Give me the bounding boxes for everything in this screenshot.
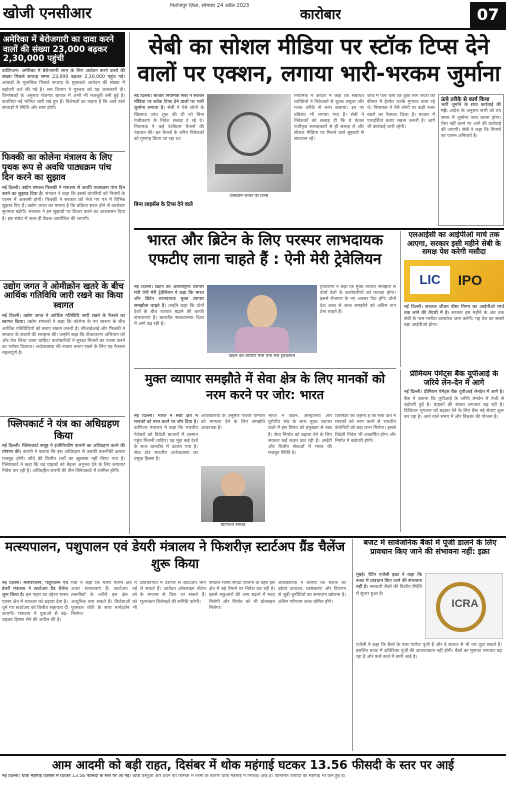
body-text: नई दिल्ली। मत्स्यपालन, पशुपालन एवं डेयरी मंत्रालय ने स्टार्टअप ग्रैंड चैलेंज शुरू किया है। (2, 581, 68, 599)
startup-body-col4: सरकार मत्स्य संपदा योजना के तहत इस क्षेत्र में बड़े पैमाने पर निवेश कर रही है। इससे मछुआरों की आय बढ़ाने में मदद मिलेगी और निर्यात को भी प्रोत्साहन मिलेगा। (209, 581, 275, 611)
icra-logo: ICRA (451, 598, 479, 610)
services-body-col1: नई दिल्ली। भारत ने सेवा क्षेत्र में मानकों को नरम करने पर जोर दिया है। वाणिज्य मंत्रालय ने कहा कि भारतीय पेशेवरों को विदेशी बाजारों में आसान पहुंच मिलनी चाहिए। यह मुद्दा कई देशों के साथ बातचीत में उठाया गया है। सेवा क्षेत्र भारतीय अर्थव्यवस्था का प्रमुख हिस्सा है। (134, 414, 198, 463)
photo-caption: वाणिज्य सचिव (220, 523, 246, 528)
services-body-col4: विशेषज्ञों का कहना है कि सेवा क्षेत्र में मानकों को नरम करने से भारतीय कंपनियों को बड़ा लाभ मिलेगा। इससे विदेशी निवेश भी आकर्षित होगा और निर्यात में बढ़ोतरी होगी। (335, 414, 396, 444)
startup-body-col5: अधिकारियों ने बताया कि चैलेंज का उद्देश्य उत्पादन, प्रसंस्करण और विपणन से जुड़ी चुनौतियों का समाधान खोजना है। अंतिम परिणाम जल्द घोषित होंगे। (278, 581, 346, 605)
body-text: वाशिंगटन। अमेरिका में बेरोजगारी लाभ के लिए आवेदन करने वालों की संख्या पिछले सप्ताह समय 23,000 बढ़कर 2,30,000 पहुंच गई। (2, 68, 125, 81)
edition-info: फिरोजपुर ज़िला, सोमवार 24 अप्रैल 2023 (170, 3, 250, 9)
icra-logo-image (425, 573, 503, 639)
services-body-col3: भारत ने ब्रिटेन, ऑस्ट्रेलिया और यूरोपीय संघ के साथ मुक्त व्यापार वार्ता में इस विषय को प्रमुखता से रखा है। सेवा निर्यात को बढ़ावा देने के लिए सरकार कई कदम उठा रही है। आईटी और वित्तीय सेवाओं में भारत की मजबूत स्थिति है। (268, 414, 332, 457)
trevelyan-photo (207, 285, 317, 353)
headline: अमेरिका में बेरोजगारी का दावा करने वालों की संख्या 23,000 बढ़कर 2,30,000 पहुंची (3, 34, 114, 64)
article-body: नई दिल्ली। उद्योग जगत ने आर्थिक गतिविधि जारी रखने के फैसले का स्वागत किया। उद्योग संगठनों ने कहा कि कोरोना के नए स्वरूप के बीच आर्थिक गतिविधियों को बनाए रखना जरूरी है। सीआईआई और फिक्की ने सरकार के कदमों की सराहना की। उन्होंने कहा कि टीकाकरण अभियान को और तेज किया जाना चाहिए। कारोबारियों ने सुरक्षा नियमों का पालन करने का भरोसा दिलाया। अर्थव्यवस्था की रफ्तार बनाए रखने के लिए यह फैसला महत्वपूर्ण है। (2, 314, 125, 357)
article-body: नई दिल्ली। सरकार जीवन बीमा निगम का आईपीओ मार्च तक लाने की तैयारी में है। सरकार इस महीने के अंत तक सेबी के पास मसौदा दस्तावेज जमा करेगी। यह देश का सबसे बड़ा आईपीओ होगा। (404, 304, 504, 329)
lic-logo: LIC (410, 266, 450, 294)
sebi-body-col3: नियामक ने आदेश में कहा कि संबंधित व्यक्तियों ने निवेशकों से शुल्क वसूला और गलत तरीके से लाभ कमाया। इन पर प्रतिबंध भी लगाया गया है। सेबी ने निवेशकों को सलाह दी कि वे केवल पंजीकृत सलाहकारों से ही सलाह लें और सोशल मीडिया पर मिलने वाले सुझावों से सावधान रहें। (294, 94, 364, 143)
body-text: भारी जुर्माने के साथ कार्रवाई की गई। (441, 103, 501, 115)
official-photo (201, 466, 265, 522)
article-body: एजेंसी ने कहा कि बैंकों के पास पर्याप्त पूंजी है और वे बाजार से भी धन जुटा सकते हैं। इसलिए बजट में अतिरिक्त पूंजी की आवश्यकता नहीं होगी। बैंकों का मुनाफा लगातार बढ़ रहा है और फंसे कर्ज में कमी आई है। (356, 643, 502, 661)
headline: एलआईसी का आईपीओ मार्च तक आएगा, सरकार इसी महीने सेबी के समक्ष पेश करेगी मसौदा (407, 231, 501, 257)
sebi-body-col1: नई दिल्ली। बाजार नियामक सेबी ने सोशल मीडिया पर स्टॉक टिप्स देने वालों पर भारी जुर्माना लगाया है। सेबी ने ऐसे लोगों के खिलाफ जांच शुरू की थी जो बिना पंजीकरण के निवेश सलाह दे रहे थे। नियामक ने कई टेलीग्राम चैनलों की पहचान की। इन चैनलों के जरिए निवेशकों को गुमराह किया जा रहा था। (134, 94, 204, 143)
headline-services: मुक्त व्यापार समझौते में सेवा क्षेत्र के लिए मानकों को नरम करने पर जोर: भारत (145, 371, 385, 402)
india-uk-body-col1: नई दिल्ली। ब्रिटेन की अंतरराष्ट्रीय व्यापार मंत्री ऐनी मेरी ट्रेवेलियन ने कहा कि भारत और ब्रिटेन लाभदायक मुक्त व्यापार समझौता चाहते हैं। उन्होंने कहा कि दोनों देशों के बीच व्यापार बढ़ाने की काफी संभावनाएं हैं। बातचीत सकारात्मक दिशा में आगे बढ़ रही है। (134, 285, 204, 328)
photo-caption: टेलीग्राम चैनल पर टिप्स (229, 194, 269, 199)
article-body: नई दिल्ली। प्रीमियम पेमेंट्स बैंक यूपीआई लेनदेन में आगे है। बैंक ने बताया कि यूपीआई के जरिये लेनदेन में तेजी से बढ़ोतरी हुई है। ग्राहकों की संख्या लगातार बढ़ रही है। डिजिटल भुगतान को बढ़ावा देने के लिए बैंक नई सेवाएं शुरू कर रहा है। आने वाले समय में और विस्तार की योजना है। (404, 390, 504, 421)
lic-article (400, 231, 504, 367)
body-text: नई दिल्ली। थोक महंगाई दिसंबर में घटकर 13.56 फीसदी के स्तर पर आ गई। (2, 774, 132, 779)
sebi-photo (207, 94, 291, 192)
inflation-body: नई दिल्ली। थोक महंगाई दिसंबर में घटकर 13.56 फीसदी के स्तर पर आ गई। खाद्य वस्तुओं और ईंधन की कीमतों में नरमी के कारण थोक महंगाई में गिरावट आई है। विनिर्मित उत्पादों की महंगाई भी कम हुई है। (2, 774, 346, 779)
divider (0, 536, 506, 538)
photo-caption: ब्रिटेन की व्यापार मंत्री ऐनी मेरी ट्रेवेलियन (228, 354, 296, 359)
left-column (0, 32, 130, 534)
body-text: नई दिल्ली। भारत ने सेवा क्षेत्र में मानकों को नरम करने पर जोर दिया है। (134, 414, 198, 426)
headline: उद्योग जगत ने ओमीक्रोन खतरे के बीच आर्थिक गतिविधि जारी रखने का किया स्वागत (3, 281, 124, 312)
article-body: नई दिल्ली। उद्योग संगठन फिक्की ने मंत्रालय से अवधि पाठ्यक्रम पांच दिन करने का सुझाव दिया है। संगठन ने कहा कि इससे कंपनियों को नियमों के पालन में आसानी होगी। फिक्की ने सरकार को भेजे गए पत्र में विभिन्न सुझाव दिए हैं। उद्योग जगत का मानना है कि प्रक्रिया सरल होने से कारोबार सुगमता बढ़ेगी। मंत्रालय ने इन सुझावों पर विचार करने का आश्वासन दिया है। इस संबंध में जल्द ही बैठक आयोजित की जाएगी। (2, 185, 125, 222)
sidebar-text: भारी जुर्माने के साथ कार्रवाई की गई। आदेश के अनुसार सभी को तय समय में जुर्माना जमा करना होगा। ऐसा नहीं करने पर आगे की कार्रवाई की जाएगी। सेबी ने कहा कि नियमों का पालन अनिवार्य है। (441, 103, 501, 140)
headline: प्रीमियम पेमेंट्स बैंक यूपीआई के जरिये लेन-देन में आगे (409, 370, 499, 387)
startup-body-col3: प्रतियोगिता में देशभर से स्टार्टअप भाग ले सकते हैं। आवेदन ऑनलाइन पोर्टल के माध्यम से किए जा सकते हैं। मूल्यांकन विशेषज्ञों की समिति करेगी। (140, 581, 206, 605)
sidebar-title: ऊंचे तरीके से कार्य किया (441, 97, 490, 103)
headline: फिक्की का कोलेना मंत्रालय के लिए पृथक रूप से अवधि पाठ्यक्रम पांच दिन करने का सुझाव (2, 152, 113, 183)
headline-inflation: आम आदमी को बड़ी राहत, दिसंबर में थोक महंगाई घटकर 13.56 फीसदी के स्तर पर आई (51, 758, 455, 772)
startup-body-col1: नई दिल्ली। मत्स्यपालन, पशुपालन एवं डेयरी मंत्रालय ने स्टार्टअप ग्रैंड चैलेंज शुरू किया है। इस पहल का उद्देश्य मत्स्य पालन क्षेत्र में नवाचार को बढ़ावा देना है। चुने गए स्टार्टअप को वित्तीय सहायता दी जाएगी। मंत्रालय ने युवाओं से बढ़-चढ़कर हिस्सा लेने की अपील की है। (2, 581, 68, 624)
body-text: नई दिल्ली। फ्लिपकार्ट समूह ने इंजीनियरिंग कंपनी का अधिग्रहण करने की घोषणा की। (2, 444, 125, 456)
article-body: मुंबई। रेटिंग एजेंसी इक्रा ने कहा कि बजट में प्रावधान किए जाने की संभावना नहीं है। सरकारी बैंकों की वित्तीय स्थिति में सुधार हुआ है। (356, 573, 422, 597)
newspaper-logo: खोजी एनसीआर (3, 4, 92, 22)
section-title: कारोबार (300, 7, 342, 23)
article-body: नई दिल्ली। फ्लिपकार्ट समूह ने इंजीनियरिंग कंपनी का अधिग्रहण करने की घोषणा की। कंपनी ने बताया कि इस अधिग्रहण से उसकी तकनीकी क्षमता मजबूत होगी। सौदे की वित्तीय शर्तों का खुलासा नहीं किया गया है। फ्लिपकार्ट ने कहा कि वह ग्राहकों को बेहतर अनुभव देने के लिए लगातार निवेश कर रही है। अधिग्रहीत कंपनी की टीम फ्लिपकार्ट में शामिल होगी। (2, 444, 125, 475)
page-number: 07 (470, 2, 506, 28)
india-uk-body-col3: ट्रेवेलियन ने कहा कि मुक्त व्यापार समझौते से दोनों देशों के कारोबारियों को फायदा होगा। इससे रोजगार के नए अवसर पैदा होंगे। दोनों देश जल्द से जल्द समझौते को अंतिम रूप देना चाहते हैं। (320, 285, 396, 315)
startup-body-col2: मंत्री ने कहा कि मत्स्य पालन क्षेत्र में अपार संभावनाएं हैं। स्टार्टअप नई तकनीकों के जरिये इस क्षेत्र को आधुनिक बना सकते हैं। विजेताओं को पुरस्कार राशि के साथ मार्गदर्शन भी मिलेगा। (71, 581, 137, 618)
body-text: नई दिल्ली। उद्योग संगठन फिक्की ने मंत्रालय से अवधि पाठ्यक्रम पांच दिन करने का सुझाव दिया है। (2, 185, 125, 197)
services-body-col2: अधिकारियों के अनुसार पेशेवर योग्यता को मान्यता देने के लिए समझौते आवश्यक हैं। (201, 414, 265, 432)
headline-india-uk: भारत और ब्रिटेन के लिए परस्पर लाभदायक एफटीए लाना चाहते हैं : ऐनी मेरी ट्रेवेलियन (147, 231, 383, 268)
headline: बजट में सार्वजनिक बैंकों में पूंजी डालने के लिए प्रावधान किए जाने की संभावना नहीं: इक्रा (363, 539, 497, 556)
premium-article (400, 370, 504, 532)
body-text: नई दिल्ली। बाजार नियामक सेबी ने सोशल मीडिया पर स्टॉक टिप्स देने वालों पर भारी जुर्माना लगाया है। (134, 94, 204, 112)
divider (0, 754, 506, 756)
body-text: नई दिल्ली। सरकार जीवन बीमा निगम का आईपीओ मार्च तक लाने की तैयारी में है। (404, 304, 504, 316)
icra-article (352, 539, 504, 751)
article-unemployment (0, 32, 125, 67)
body-text: नई दिल्ली। प्रीमियम पेमेंट्स बैंक यूपीआई लेनदेन में आगे है। (404, 390, 504, 396)
body-text: नई दिल्ली। ब्रिटेन की अंतरराष्ट्रीय व्यापार मंत्री ऐनी मेरी ट्रेवेलियन ने कहा कि भारत और ब्रिटेन लाभदायक मुक्त व्यापार समझौता चाहते हैं। (134, 285, 204, 309)
lic-ipo-image (404, 260, 504, 302)
headline-sebi: सेबी का सोशल मीडिया पर स्टॉक टिप्स देने वालों पर एक्शन, लगाया भारी-भरकम जुर्माना (137, 35, 501, 87)
headline-startup: मत्स्यपालन, पशुपालन एवं डेयरी मंत्रालय ने फिशरीज़ स्टार्टअप ग्रैंड चैलेंज शुरू किया (5, 540, 345, 572)
sebi-sidebar (438, 94, 504, 226)
subhead: बिना लाइसेंस के टिप्स देने वाले (134, 202, 193, 208)
headline: फ्लिपकार्ट ने यंत्र का अधिग्रहण किया (7, 419, 120, 442)
divider (134, 228, 504, 230)
ipo-label: IPO (458, 271, 483, 288)
article-body: वाशिंगटन। अमेरिका में बेरोजगारी लाभ के लिए आवेदन करने वालों की संख्या पिछले सप्ताह समय 23,000 बढ़कर 2,30,000 पहुंच गई। आंकड़ों के मुताबिक पिछले सप्ताह के मुकाबले आवेदन की संख्या में बढ़ोतरी दर्ज की गई है। श्रम विभाग ने गुरुवार को यह जानकारी दी। विश्लेषकों के अनुसार रोजगार बाजार में अभी भी मजबूती बनी हुई है। कंपनियां नई भर्तियां जारी रखे हुए हैं। विशेषज्ञों का कहना है कि आने वाले सप्ताहों में स्थिति और स्पष्ट होगी। (2, 68, 125, 112)
divider (134, 368, 396, 369)
sebi-body-col4: जांच में पता चला कि कुछ लोग शेयरों की कीमत में हेरफेर करके मुनाफा कमा रहे थे। नियामक ने ऐसे लोगों पर कड़ी नजर रखने का फैसला किया है। बाजार में पारदर्शिता बनाए रखना जरूरी है। आगे भी कार्रवाई जारी रहेगी। (367, 94, 435, 131)
body-text: मुंबई। रेटिंग एजेंसी इक्रा ने कहा कि बजट में प्रावधान किए जाने की संभावना नहीं है। (356, 573, 422, 591)
body-text: नई दिल्ली। उद्योग जगत ने आर्थिक गतिविधि जारी रखने के फैसले का स्वागत किया। (2, 314, 125, 326)
